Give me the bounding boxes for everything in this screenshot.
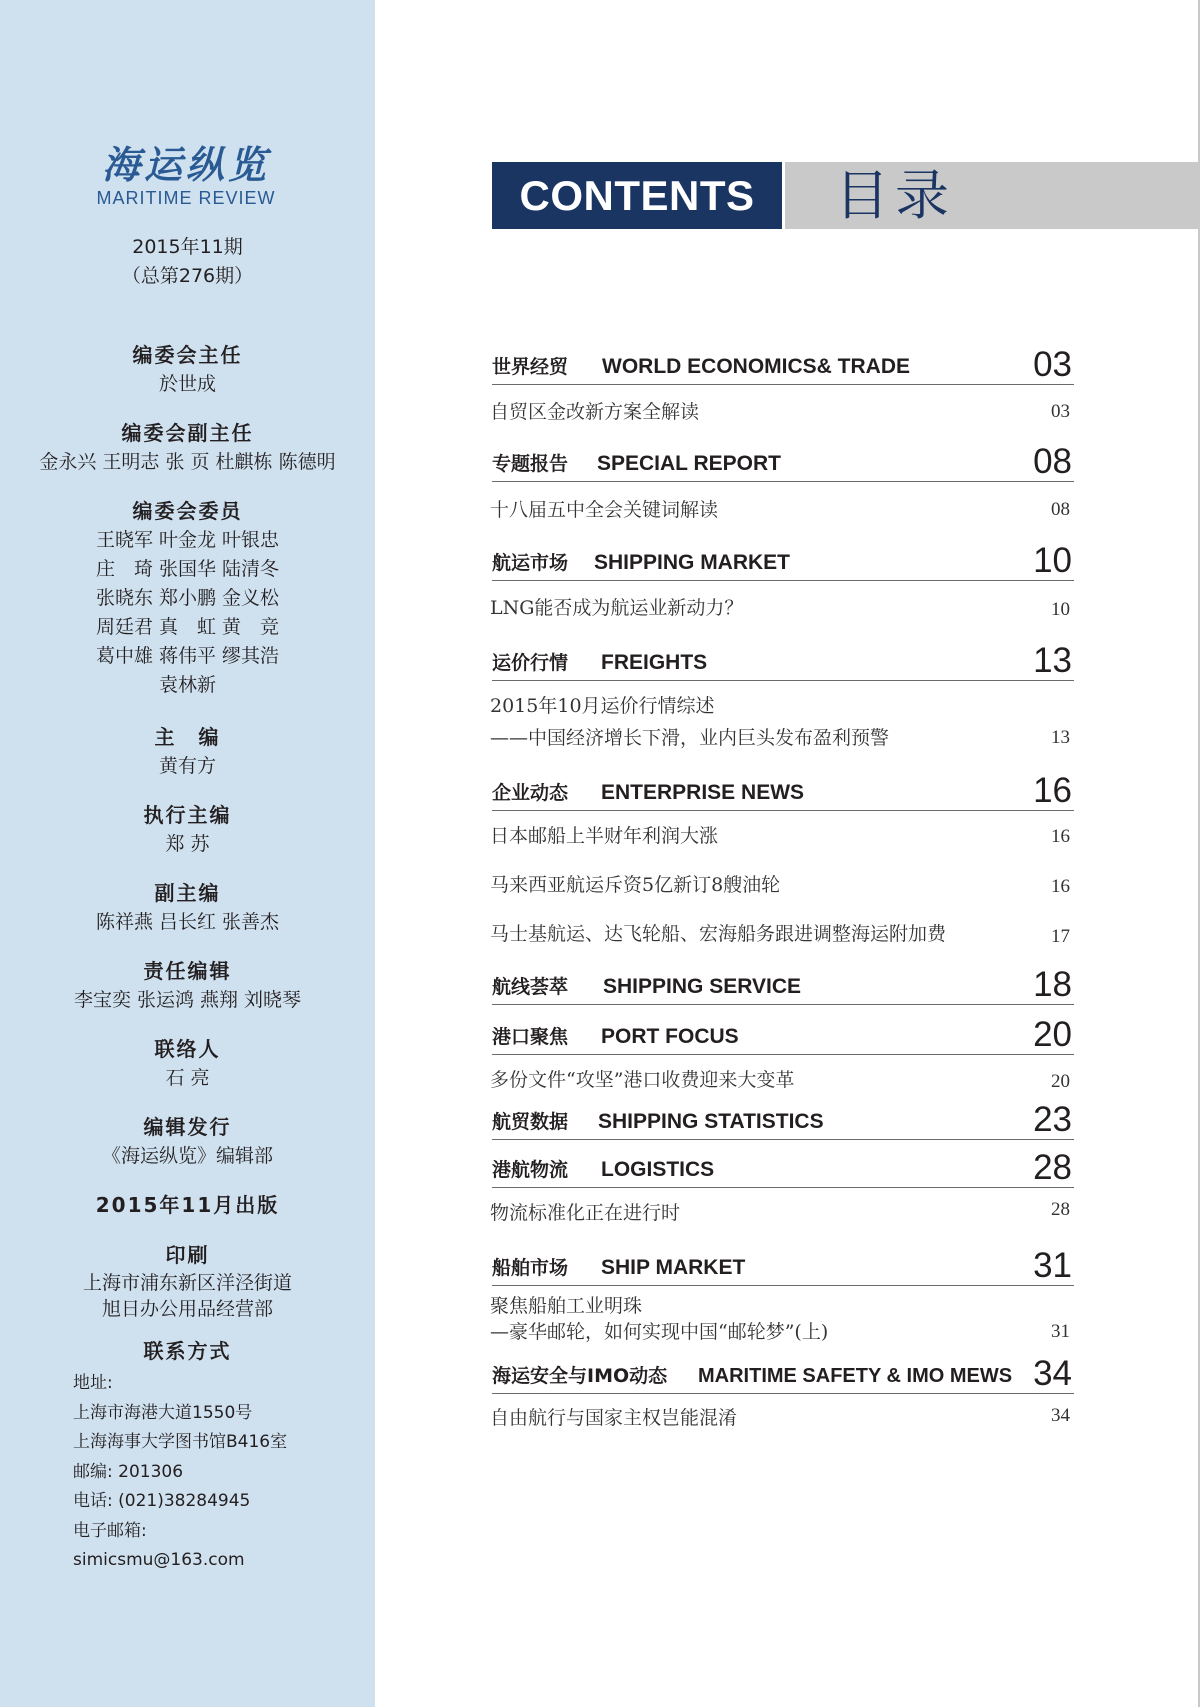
toc-article[interactable]: LNG能否成为航运业新动力？ [490, 597, 744, 619]
section-line: 陈祥燕 吕长红 张善杰 [95, 911, 280, 933]
section-cn: 运价行情 [492, 652, 569, 674]
section-heading: 印刷 [165, 1243, 210, 1267]
contact-heading-block [0, 1336, 375, 1366]
section-en: ENTERPRISE NEWS [601, 781, 805, 804]
section-page: 34 [1033, 1354, 1072, 1393]
section-heading: 主 编 [154, 725, 221, 749]
section-line: 袁林新 [158, 674, 216, 696]
article-page: 34 [1051, 1405, 1070, 1426]
section-line: 石 亮 [165, 1067, 210, 1089]
section-page: 31 [1033, 1246, 1072, 1285]
toc-section-maritime-safety[interactable] [492, 1349, 1074, 1394]
toc-article[interactable]: 马来西亚航运斥资5亿新订8艘油轮 [490, 874, 781, 896]
toc-article[interactable]: 物流标准化正在进行时 [490, 1202, 681, 1224]
toc-article[interactable]: 自贸区金改新方案全解读 [490, 401, 700, 423]
article-page: 16 [1051, 876, 1070, 897]
liaison [0, 1034, 375, 1093]
section-heading: 2015年11月出版 [95, 1193, 280, 1217]
toc-section-logistics[interactable] [492, 1143, 1074, 1188]
section-cn: 海运安全与IMO动态 [492, 1365, 668, 1387]
section-en: SHIP MARKET [601, 1256, 746, 1279]
section-heading: 联系方式 [143, 1339, 232, 1363]
editorial-members [0, 496, 375, 700]
toc-article-subtitle[interactable]: ——中国经济增长下滑，业内巨头发布盈利预警 [490, 727, 890, 749]
deputy-editors [0, 878, 375, 937]
section-heading: 联络人 [154, 1037, 221, 1061]
toc-article[interactable]: 马士基航运、达飞轮船、宏海船务跟进调整海运附加费 [490, 923, 947, 945]
toc-section-world-economics[interactable] [492, 340, 1074, 385]
section-line: 於世成 [158, 373, 216, 395]
section-en: MARITIME SAFETY & IMO MEWS [698, 1365, 1013, 1387]
section-line: 李宝奕 张运鸿 燕翔 刘晓琴 [73, 989, 302, 1011]
contact-line: 邮编: 201306 [73, 1461, 184, 1482]
article-page: 13 [1051, 727, 1070, 748]
toc-article-subtitle[interactable]: —豪华邮轮，如何实现中国“邮轮梦”(上) [490, 1321, 829, 1343]
publisher [0, 1112, 375, 1171]
section-en: FREIGHTS [601, 651, 708, 674]
section-cn: 船舶市场 [492, 1257, 569, 1279]
section-en: SHIPPING STATISTICS [598, 1110, 824, 1133]
toc-section-ship-market[interactable] [492, 1241, 1074, 1286]
toc-section-shipping-statistics[interactable] [492, 1095, 1074, 1140]
article-page: 31 [1051, 1321, 1070, 1342]
logo-chinese-title: 海运纵览 [101, 142, 270, 187]
sidebar [0, 0, 375, 1707]
section-heading: 执行主编 [143, 803, 232, 827]
section-en: LOGISTICS [601, 1158, 715, 1181]
section-cn: 港航物流 [492, 1159, 569, 1181]
contact-line: 地址: [73, 1373, 113, 1393]
section-page: 20 [1033, 1015, 1072, 1054]
article-page: 08 [1051, 499, 1070, 520]
toc-article[interactable]: 2015年10月运价行情综述 [490, 695, 715, 717]
section-line: 张晓东 郑小鹏 金义松 [95, 587, 280, 609]
editorial-chair [0, 340, 375, 399]
section-line: 旭日办公用品经营部 [101, 1298, 273, 1320]
editorial-vice-chair [0, 418, 375, 477]
section-line: 《海运纵览》编辑部 [101, 1145, 273, 1167]
toc-section-shipping-service[interactable] [492, 960, 1074, 1005]
contact-email: simicsmu@163.com [73, 1550, 245, 1570]
toc-section-shipping-market[interactable] [492, 536, 1074, 581]
contact-line: 电子邮箱: [73, 1520, 147, 1541]
section-line: 黄有方 [158, 755, 216, 777]
contents-banner-cn [785, 162, 1200, 229]
section-cn: 企业动态 [492, 782, 569, 804]
responsible-editors [0, 956, 375, 1015]
section-page: 08 [1033, 442, 1072, 481]
toc-article[interactable]: 自由航行与国家主权岂能混淆 [490, 1407, 738, 1429]
section-page: 10 [1033, 541, 1072, 580]
contents-title-cn: 目录 [835, 164, 955, 227]
article-page: 10 [1051, 599, 1070, 620]
section-cn: 专题报告 [492, 453, 569, 475]
section-page: 18 [1033, 965, 1072, 1004]
contact-line: 上海市海港大道1550号 [73, 1402, 253, 1423]
section-heading: 责任编辑 [143, 959, 232, 983]
section-line: 上海市浦东新区洋泾街道 [82, 1272, 292, 1294]
section-line: 庄 琦 张国华 陆清冬 [95, 558, 280, 580]
contact-line: 电话: (021)38284945 [73, 1491, 251, 1511]
section-line: 葛中雄 蒋伟平 缪其浩 [95, 645, 280, 667]
toc-section-port-focus[interactable] [492, 1010, 1074, 1055]
section-cn: 航运市场 [492, 552, 569, 574]
section-page: 28 [1033, 1148, 1072, 1187]
section-page: 23 [1033, 1100, 1072, 1139]
issue-number: 2015年11期 [132, 236, 243, 258]
contents-title-en: CONTENTS [519, 172, 755, 219]
section-line: 郑 苏 [165, 833, 210, 855]
section-cn: 航线荟萃 [492, 976, 569, 998]
contact-line: 上海海事大学图书馆B416室 [73, 1432, 288, 1452]
article-page: 16 [1051, 826, 1070, 847]
section-line: 周廷君 真 虹 黄 竞 [95, 616, 280, 638]
section-cn: 世界经贸 [492, 356, 569, 378]
section-line: 金永兴 王明志 张 页 杜麒栋 陈德明 [39, 451, 336, 473]
article-page: 20 [1051, 1071, 1070, 1092]
section-page: 16 [1033, 771, 1072, 810]
section-heading: 编委会主任 [132, 343, 243, 367]
section-en: SHIPPING SERVICE [603, 975, 802, 998]
section-line: 王晓军 叶金龙 叶银忠 [95, 529, 280, 551]
toc-article[interactable]: 日本邮船上半财年利润大涨 [490, 825, 719, 847]
magazine-logo [96, 143, 276, 209]
toc-article[interactable]: 十八届五中全会关键词解读 [490, 499, 719, 521]
toc-section-special-report[interactable] [492, 437, 1074, 482]
section-page: 13 [1033, 641, 1072, 680]
executive-editor [0, 800, 375, 859]
section-en: SPECIAL REPORT [597, 452, 781, 475]
contact-info [73, 1369, 363, 1576]
section-heading: 编辑发行 [143, 1115, 232, 1139]
section-cn: 港口聚焦 [492, 1026, 569, 1048]
section-page: 03 [1033, 345, 1072, 384]
toc-article[interactable]: 多份文件“攻坚”港口收费迎来大变革 [490, 1069, 795, 1091]
section-cn: 航贸数据 [492, 1111, 569, 1133]
chief-editor [0, 722, 375, 781]
contents-banner [492, 162, 782, 229]
article-page: 03 [1051, 401, 1070, 422]
toc-section-enterprise-news[interactable] [492, 766, 1074, 811]
section-en: WORLD ECONOMICS& TRADE [602, 355, 910, 378]
publish-date [0, 1190, 375, 1220]
section-heading: 编委会委员 [132, 499, 243, 523]
section-en: SHIPPING MARKET [594, 551, 791, 574]
section-heading: 副主编 [154, 881, 221, 905]
section-heading: 编委会副主任 [121, 421, 254, 445]
logo-english-title: MARITIME REVIEW [96, 188, 276, 208]
toc-article[interactable]: 聚焦船舶工业明珠 [490, 1295, 643, 1317]
article-page: 28 [1051, 1199, 1070, 1220]
toc-section-freights[interactable] [492, 636, 1074, 681]
section-en: PORT FOCUS [601, 1025, 739, 1048]
printer [0, 1240, 375, 1322]
issue-total: （总第276期） [121, 265, 254, 287]
article-page: 17 [1051, 926, 1070, 947]
